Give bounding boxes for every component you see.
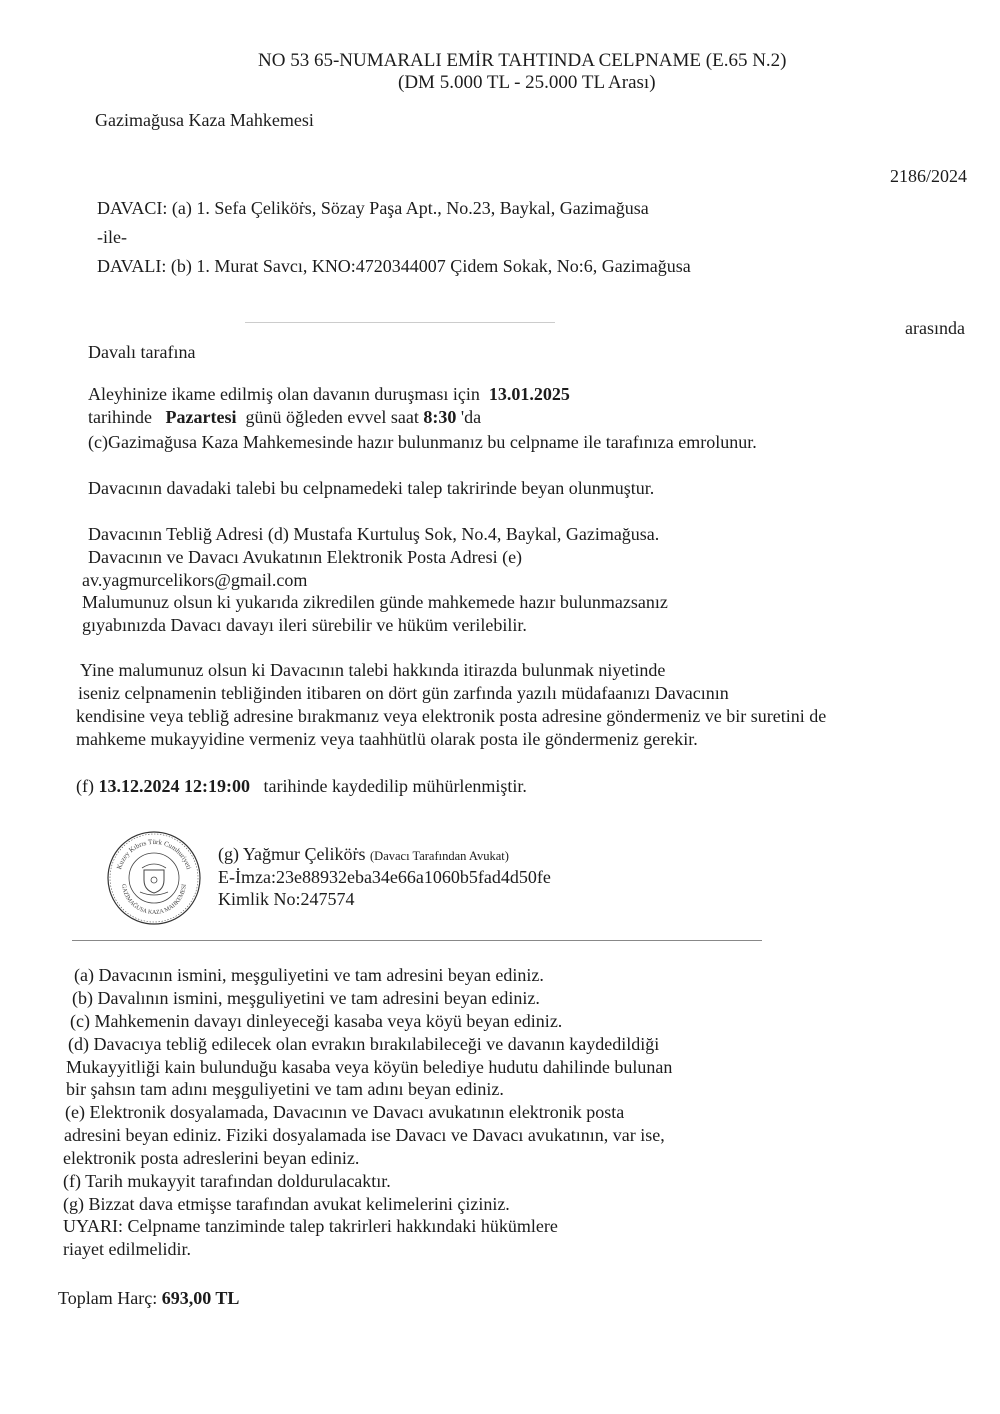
- case-number: 2186/2024: [890, 166, 968, 186]
- footnote-line: UYARI: Celpname tanziminde talep takrirleri hakkındaki hükümlere: [63, 1216, 558, 1236]
- summons-text-c: günü öğleden evvel saat: [245, 407, 419, 427]
- record-suffix: tarihinde kaydedilip mühürlenmiştir.: [263, 776, 527, 796]
- document-title-line2: (DM 5.000 TL - 25.000 TL Arası): [398, 72, 656, 93]
- footnote-line: bir şahsın tam adını meşguliyetini ve tam adını beyan ediniz.: [66, 1079, 504, 1099]
- signer-role: (Davacı Tarafından Avukat): [370, 849, 509, 863]
- record-line: [76, 776, 527, 798]
- notice-line1: Malumunuz olsun ki yukarıda zikredilen günde mahkemede hazır bulunmazsanız: [82, 592, 668, 612]
- summons-text-b: tarihinde: [88, 407, 152, 427]
- fee-amount: 693,00 TL: [161, 1288, 240, 1308]
- footnote-line: (g) Bizzat dava etmişse tarafından avukat kelimelerini çiziniz.: [63, 1194, 510, 1214]
- addressee: Davalı tarafına: [88, 342, 196, 362]
- ile-text: -ile-: [97, 227, 127, 247]
- defendant-line: DAVALI: (b) 1. Murat Savcı, KNO:4720344007 Çidem Sokak, No:6, Gazimağusa: [97, 256, 691, 276]
- svg-text:GAZİMAĞUSA KAZA MAHKEMESİ: GAZİMAĞUSA KAZA MAHKEMESİ: [120, 883, 188, 917]
- footnote-line: (d) Davacıya tebliğ edilecek olan evrakın bırakılabileceği ve davanın kaydedildiği: [68, 1034, 660, 1054]
- summons-line1: [88, 384, 570, 406]
- court-seal-icon: [106, 830, 202, 926]
- service-address: Davacının Tebliğ Adresi (d) Mustafa Kurtuluş Sok, No.4, Baykal, Gazimağusa.: [88, 524, 660, 544]
- footnote-line: riayet edilmelidir.: [63, 1239, 191, 1259]
- email-label: Davacının ve Davacı Avukatının Elektronik Posta Adresi (e): [88, 547, 523, 567]
- defense-line1: Yine malumunuz olsun ki Davacının talebi hakkında itirazda bulunmak niyetinde: [80, 660, 666, 680]
- svg-text:Kuzey Kıbrıs Türk Cumhuriyeti: Kuzey Kıbrıs Türk Cumhuriyeti: [115, 838, 193, 871]
- record-datetime: 13.12.2024 12:19:00: [98, 776, 250, 796]
- defense-line4: mahkeme mukayyidine vermeniz veya taahhütlü olarak posta ile göndermeniz gerekir.: [76, 729, 698, 749]
- footnote-line: (e) Elektronik dosyalamada, Davacının ve Davacı avukatının elektronik posta: [65, 1102, 625, 1122]
- defense-line3: kendisine veya tebliğ adresine bırakmanız veya elektronik posta adresine göndermeniz ve bir suretini de: [76, 706, 827, 726]
- summons-line3: (c)Gazimağusa Kaza Mahkemesinde hazır bulunmanız bu celpname ile tarafınıza emrolunur.: [88, 432, 757, 452]
- signer-name: (g) Yağmur Çeliköṙs: [218, 844, 366, 864]
- footnote-line: (a) Davacının ismini, meşguliyetini ve tam adresini beyan ediniz.: [74, 965, 544, 985]
- faint-divider: [245, 322, 555, 323]
- footnote-line: (f) Tarih mukayyit tarafından doldurulacaktır.: [63, 1171, 391, 1191]
- footnote-line: adresini beyan ediniz. Fiziki dosyalamada ise Davacı ve Davacı avukatının, var ise,: [64, 1125, 665, 1145]
- hearing-date: 13.01.2025: [488, 384, 570, 404]
- hearing-time: 8:30: [423, 407, 457, 427]
- defense-line2: iseniz celpnamenin tebliğinden itibaren on dört gün zarfında yazılı müdafaanızı Davacının: [78, 683, 729, 703]
- e-signature: E-İmza:23e88932eba34e66a1060b5fad4d50fe: [218, 867, 551, 887]
- record-prefix: (f): [76, 776, 94, 796]
- id-number: Kimlik No:247574: [218, 889, 355, 909]
- footnote-line: elektronik posta adreslerini beyan ediniz.: [63, 1148, 360, 1168]
- claim-statement: Davacının davadaki talebi bu celpnamedeki talep takririnde beyan olunmuştur.: [88, 478, 655, 498]
- summons-text-a: Aleyhinize ikame edilmiş olan davanın duruşması için: [88, 384, 480, 404]
- plaintiff-line: DAVACI: (a) 1. Sefa Çeliköṙs, Sözay Paşa Apt., No.23, Baykal, Gazimağusa: [97, 198, 649, 218]
- arasinda-text: arasında: [905, 318, 965, 338]
- summons-line2: [88, 407, 481, 429]
- footnote-line: Mukayyitliği kain bulunduğu kasaba veya köyün belediye hudutu dahilinde bulunan: [66, 1057, 673, 1077]
- total-fee: [58, 1288, 239, 1310]
- signer-line: [218, 844, 509, 866]
- document-title-line1: NO 53 65-NUMARALI EMİR TAHTINDA CELPNAME (E.65 N.2): [258, 50, 787, 71]
- notice-line2: gıyabınızda Davacı davayı ileri sürebilir ve hüküm verilebilir.: [82, 615, 527, 635]
- section-divider: [72, 940, 762, 941]
- court-name: Gazimağusa Kaza Mahkemesi: [95, 110, 314, 130]
- footnote-line: (b) Davalının ismini, meşguliyetini ve tam adresini beyan ediniz.: [72, 988, 540, 1008]
- footnote-line: (c) Mahkemenin davayı dinleyeceği kasaba veya köyü beyan ediniz.: [70, 1011, 563, 1031]
- fee-label: Toplam Harç:: [58, 1288, 158, 1308]
- email-address: av.yagmurcelikors@gmail.com: [82, 570, 308, 590]
- hearing-day: Pazartesi: [165, 407, 237, 427]
- summons-text-d: 'da: [460, 407, 482, 427]
